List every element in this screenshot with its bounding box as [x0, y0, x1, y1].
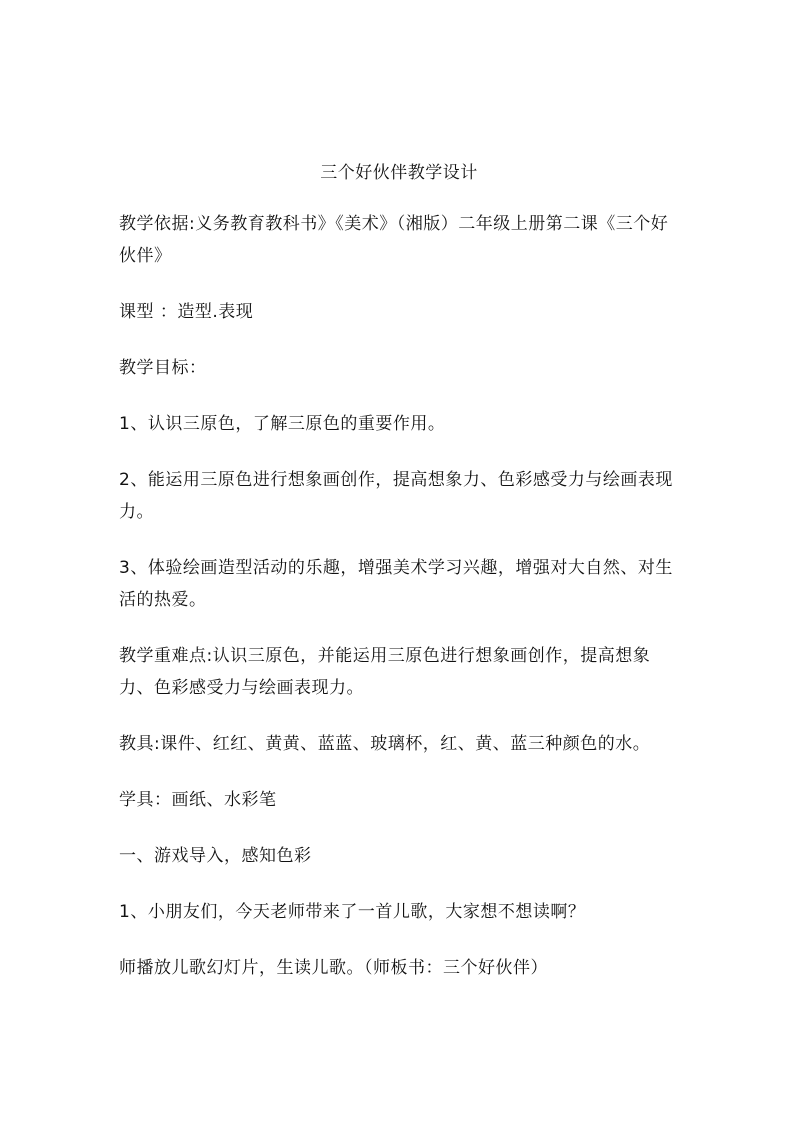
paragraph-step-1-activity — [119, 952, 679, 984]
paragraph-objective-3 — [119, 552, 679, 616]
paragraph-text: 2、能运用三原色进行想象画创作，提高想象力、色彩感受力与绘画表现力。 — [119, 470, 673, 522]
paragraph-text: 一、游戏导入，感知色彩 — [119, 846, 312, 866]
paragraph-text: 师播放儿歌幻灯片，生读儿歌。（师板书：三个好伙伴） — [119, 958, 548, 978]
paragraph-text: 3、体验绘画造型活动的乐趣，增强美术学习兴趣，增强对大自然、对生活的热爱。 — [119, 558, 673, 610]
paragraph-text: 教学目标： — [119, 358, 207, 378]
paragraph-objectives-heading — [119, 352, 679, 384]
paragraph-text: 造型.表现 — [177, 302, 254, 322]
paragraph-text: 义务教育教科书》《美术》（湘版）二年级上册第二课《三个好伙伴》 — [119, 214, 669, 266]
paragraph-key-points — [119, 640, 679, 704]
paragraph-label: 教学依据: — [119, 214, 196, 234]
paragraph-label: 课型 ： — [119, 302, 178, 322]
paragraph-label: 教学重难点: — [119, 646, 213, 666]
paragraph-text: 学具：画纸、水彩笔 — [119, 790, 277, 810]
document-content — [119, 160, 679, 1008]
paragraph-learning-tools — [119, 784, 679, 816]
paragraph-label: 教具: — [119, 734, 161, 754]
paragraph-step-1 — [119, 896, 679, 928]
paragraph-text: 认识三原色，并能运用三原色进行想象画创作，提高想象力、色彩感受力与绘画表现力。 — [119, 646, 651, 698]
paragraph-lesson-type — [119, 296, 679, 328]
paragraph-basis — [119, 208, 679, 272]
paragraph-objective-2 — [119, 464, 679, 528]
paragraph-text: 1、小朋友们，今天老师带来了一首儿歌，大家想不想读啊？ — [119, 902, 586, 922]
paragraph-text: 1、认识三原色，了解三原色的重要作用。 — [119, 414, 446, 434]
paragraph-objective-1 — [119, 408, 679, 440]
paragraph-text: 课件、红红、黄黄、蓝蓝、玻璃杯，红、黄、蓝三种颜色的水。 — [160, 734, 651, 754]
paragraph-teaching-aids — [119, 728, 679, 760]
document-title: 三个好伙伴教学设计 — [320, 163, 478, 183]
paragraph-section-1-heading — [119, 840, 679, 872]
